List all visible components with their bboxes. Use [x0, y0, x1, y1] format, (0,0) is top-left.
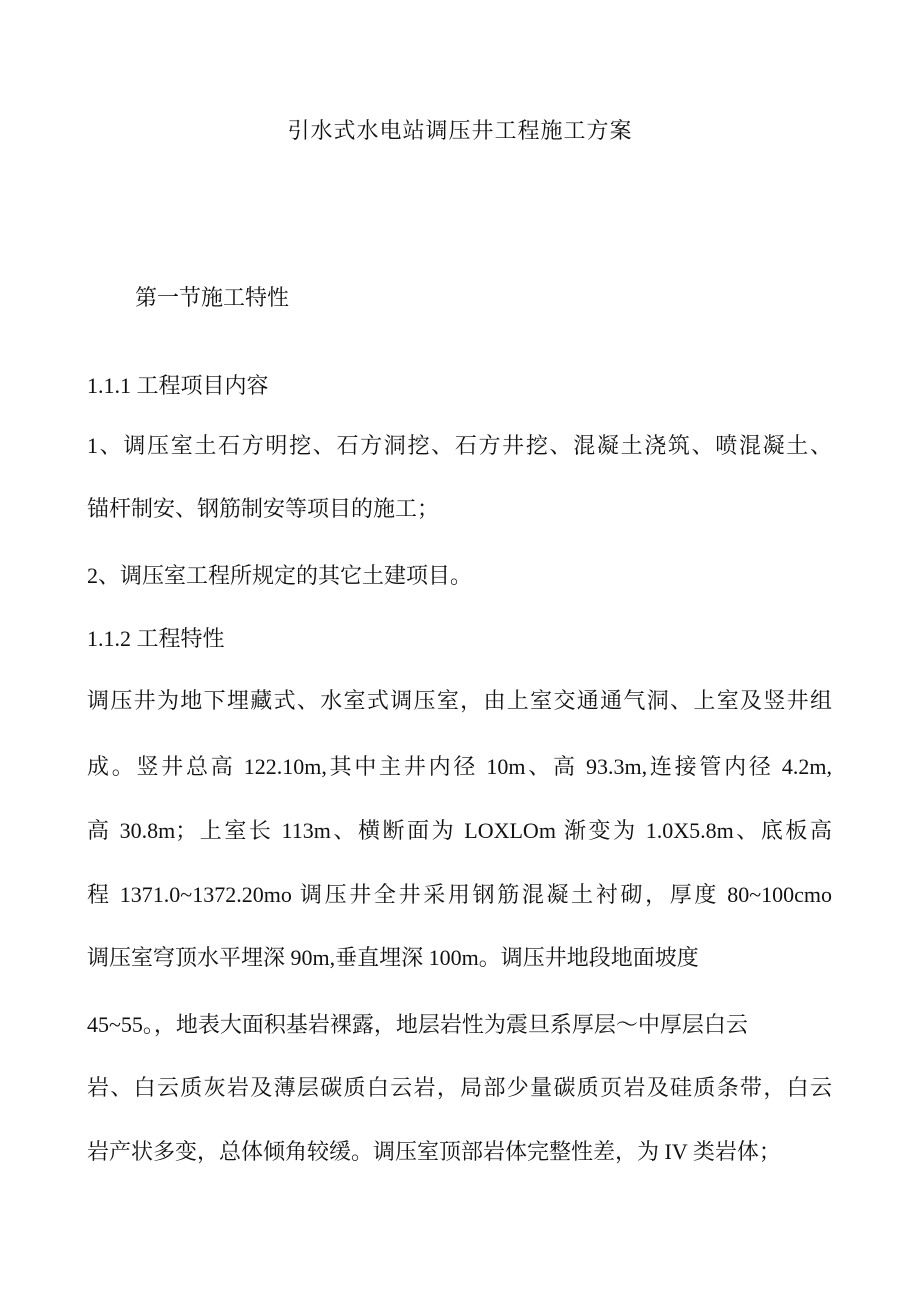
subsection-heading-1: 1.1.1 工程项目内容	[87, 373, 269, 398]
paragraph-line: 调压室穹顶水平埋深 90m,垂直埋深 100m。调压井地段地面坡度	[87, 945, 699, 970]
paragraph-line: 锚杆制安、钢筋制安等项目的施工；	[87, 496, 440, 521]
subsection-heading-2: 1.1.2 工程特性	[87, 626, 225, 651]
paragraph-line: 程 1371.0~1372.20mo 调压井全井采用钢筋混凝土衬砌，厚度 80~100cmo	[87, 882, 832, 907]
paragraph-line: 45~55。，地表大面积基岩裸露，地层岩性为震旦系厚层～中厚层白云	[87, 1012, 748, 1037]
paragraph-line: 岩、白云质灰岩及薄层碳质白云岩，局部少量碳质页岩及硅质条带，白云	[87, 1075, 832, 1100]
paragraph-line: 岩产状多变，总体倾角较缓。调压室顶部岩体完整性差，为 IV 类岩体；	[87, 1139, 781, 1164]
paragraph-line: 2、调压室工程所规定的其它土建项目。	[87, 563, 473, 588]
paragraph-line: 1、调压室土石方明挖、石方洞挖、石方井挖、混凝土浇筑、喷混凝土、	[87, 433, 832, 458]
paragraph-line: 成。竖井总高 122.10m,其中主井内径 10m、高 93.3m,连接管内径 4.2m,	[87, 754, 832, 779]
paragraph-line: 调压井为地下埋藏式、水室式调压室，由上室交通通气洞、上室及竖井组	[87, 688, 832, 713]
document-title: 引水式水电站调压井工程施工方案	[287, 118, 633, 143]
paragraph-line: 高 30.8m；上室长 113m、横断面为 LOXLOm 渐变为 1.0X5.8m、底板高	[87, 818, 832, 843]
section-heading: 第一节施工特性	[135, 285, 290, 310]
